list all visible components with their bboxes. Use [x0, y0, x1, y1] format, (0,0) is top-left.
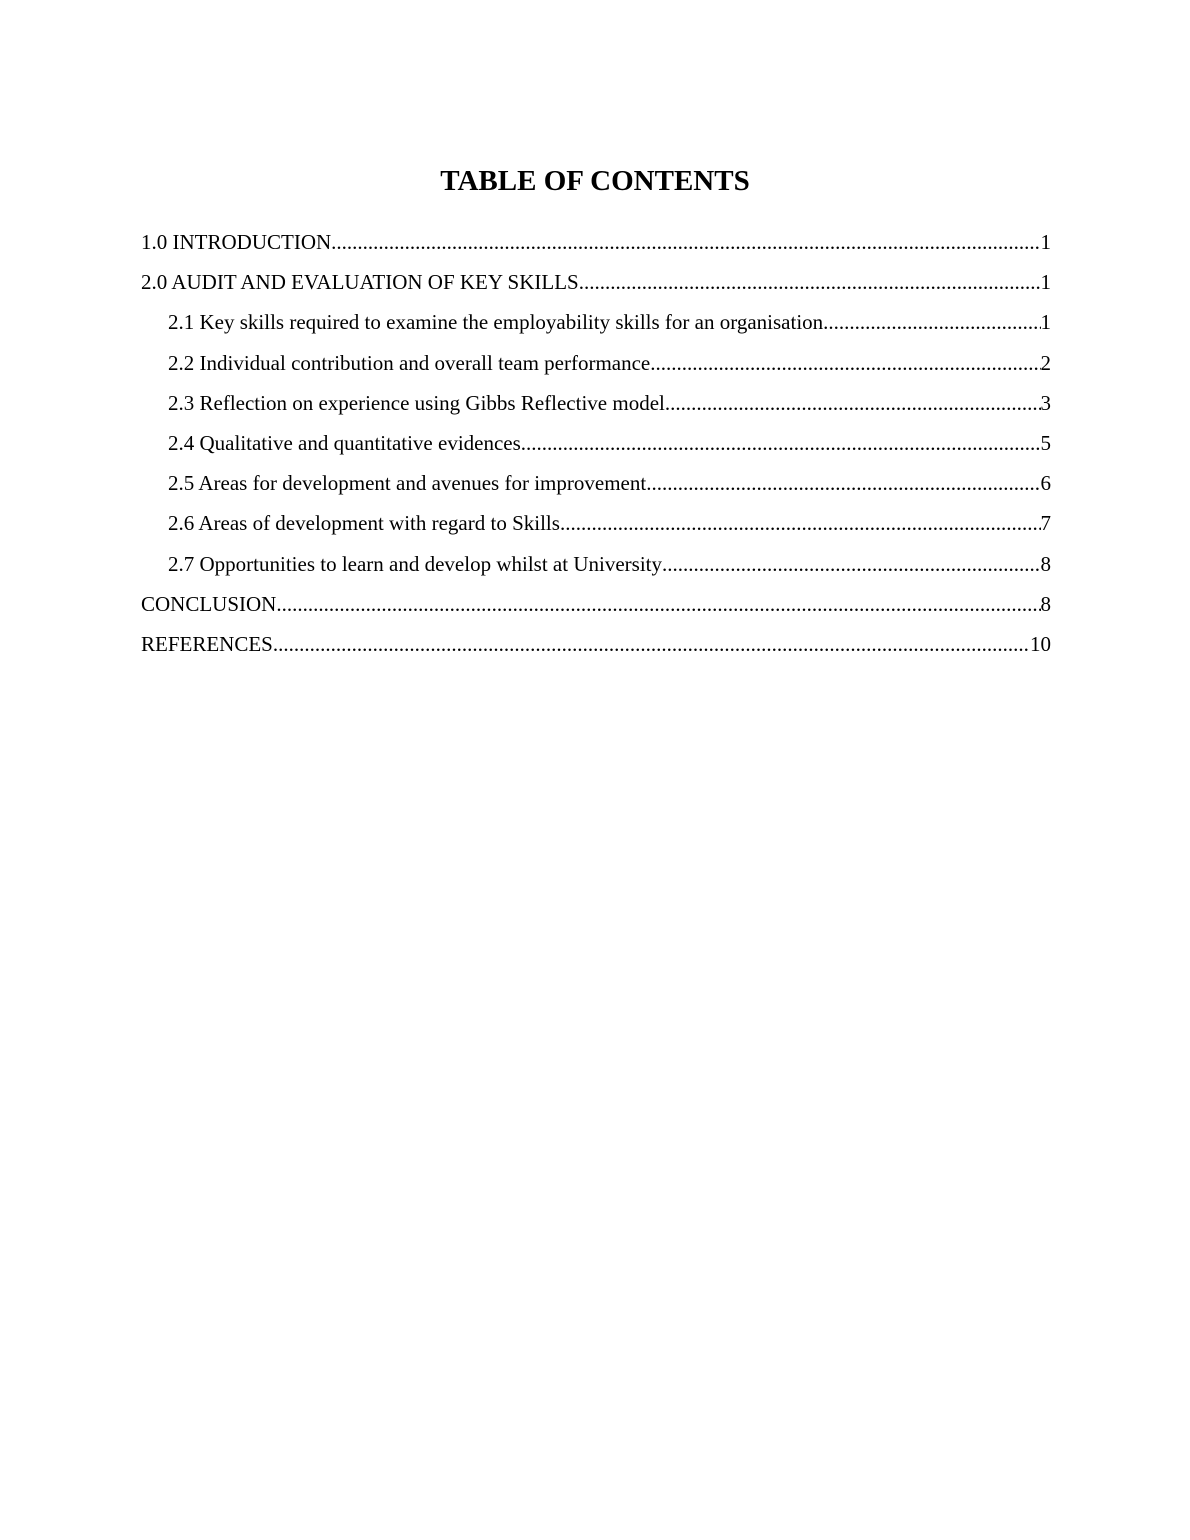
- toc-dot-leader: [521, 428, 1041, 458]
- toc-dot-leader: [560, 508, 1041, 538]
- toc-dot-leader: [276, 589, 1040, 619]
- toc-entry-text: 2.2 Individual contribution and overall team performance: [168, 350, 651, 375]
- toc-entry-page-number: 10: [1030, 631, 1051, 656]
- toc-entry-text: 2.6 Areas of development with regard to Skills: [168, 511, 560, 536]
- toc-entry-2-3[interactable]: [141, 388, 1051, 428]
- toc-entry-page-number: 1: [1040, 310, 1051, 335]
- toc-dot-leader: [646, 468, 1040, 498]
- toc-title: TABLE OF CONTENTS: [440, 165, 750, 197]
- toc-entry-text: 1.0 INTRODUCTION: [141, 230, 332, 254]
- toc-dot-leader: [273, 629, 1030, 659]
- toc-entry-2-7[interactable]: [141, 549, 1051, 589]
- toc-entry-text: 2.5 Areas for development and avenues for improvement: [168, 471, 647, 496]
- toc-entry-page-number: 8: [1040, 591, 1051, 616]
- toc-dot-leader: [665, 388, 1041, 418]
- toc-entry-text: 2.4 Qualitative and quantitative evidences: [168, 430, 521, 455]
- toc-entry-2-5[interactable]: [141, 468, 1051, 508]
- toc-entry-text: 2.0 AUDIT AND EVALUATION OF KEY SKILLS: [141, 270, 579, 295]
- toc-dot-leader: [662, 549, 1041, 579]
- toc-entry-2-6[interactable]: [141, 508, 1051, 548]
- toc-dot-leader: [650, 348, 1040, 378]
- toc-entry-text: 2.3 Reflection on experience using Gibbs Reflective model: [168, 390, 665, 415]
- toc-entry-page-number: 6: [1040, 471, 1051, 496]
- toc-entry-page-number: 2: [1040, 350, 1051, 375]
- toc-entry-text: CONCLUSION: [141, 591, 277, 616]
- toc-dot-leader: [579, 267, 1041, 297]
- toc-entry-page-number: 3: [1040, 390, 1051, 415]
- toc-entry-conclusion[interactable]: [141, 589, 1051, 629]
- toc-entry-text: 2.1 Key skills required to examine the employability skills for an organisation: [168, 310, 824, 335]
- toc-dot-leader: [823, 307, 1040, 337]
- toc-entry-text: 2.7 Opportunities to learn and develop whilst at University: [168, 551, 662, 576]
- toc-entry-page-number: 1: [1040, 230, 1051, 254]
- toc-list: [141, 227, 1051, 669]
- toc-entry-introduction[interactable]: [141, 227, 1051, 267]
- toc-dot-leader: [331, 227, 1040, 257]
- toc-entry-page-number: 7: [1040, 511, 1051, 536]
- toc-entry-2-1[interactable]: [141, 307, 1051, 347]
- toc-entry-page-number: 1: [1040, 270, 1051, 295]
- toc-entry-2-4[interactable]: [141, 428, 1051, 468]
- toc-entry-references[interactable]: [141, 629, 1051, 669]
- toc-entry-page-number: 5: [1040, 430, 1051, 455]
- toc-entry-audit-evaluation[interactable]: [141, 267, 1051, 307]
- toc-entry-2-2[interactable]: [141, 348, 1051, 388]
- toc-entry-text: REFERENCES: [141, 631, 273, 656]
- toc-entry-page-number: 8: [1040, 551, 1051, 576]
